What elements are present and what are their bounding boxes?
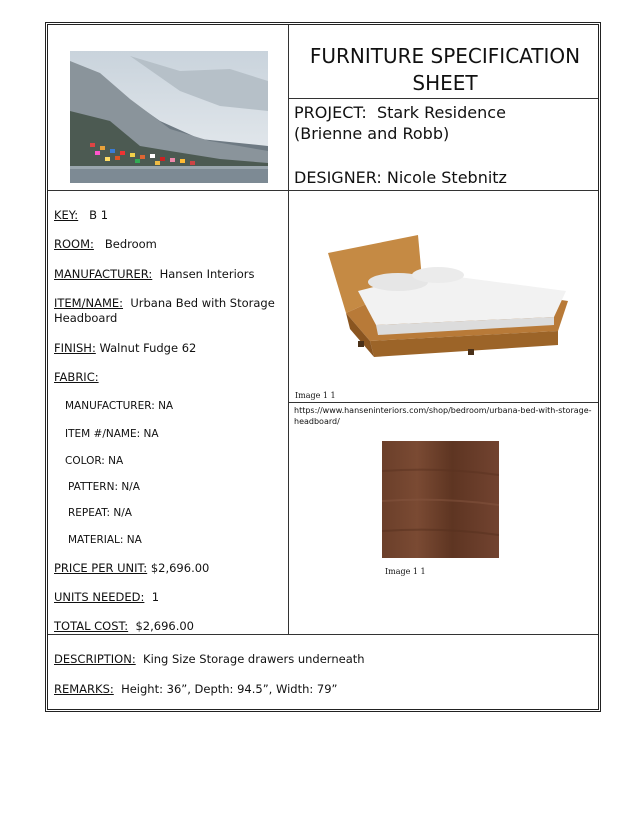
- spec-sheet: [45, 22, 601, 712]
- fabric-color: COLOR: NA: [65, 455, 124, 467]
- item-name-field: ITEM/NAME: Urbana Bed with Storage Headboard: [54, 296, 275, 325]
- fabric-material: MATERIAL: NA: [68, 534, 142, 546]
- image-caption-bed: Image 1 1: [295, 391, 336, 400]
- fabric-repeat: REPEAT: N/A: [68, 507, 132, 519]
- row-divider-footer: [48, 634, 598, 635]
- fabric-pattern: PATTERN: N/A: [68, 481, 140, 493]
- title-divider: [288, 98, 598, 99]
- description-field: DESCRIPTION: King Size Storage drawers underneath: [54, 652, 365, 666]
- sheet-title: FURNITURE SPECIFICATION SHEET: [309, 44, 581, 95]
- bed-photo: [318, 213, 578, 363]
- project-info: PROJECT: Stark Residence: [294, 103, 506, 122]
- room-field: ROOM: Bedroom: [54, 237, 157, 251]
- designer-info: DESIGNER: Nicole Stebnitz: [294, 168, 507, 187]
- total-field: TOTAL COST: $2,696.00: [54, 619, 194, 633]
- image-caption-swatch: Image 1 1: [385, 567, 426, 576]
- column-divider: [288, 25, 289, 634]
- walnut-finish-swatch: [382, 441, 499, 558]
- fabric-field: FABRIC:: [54, 370, 99, 384]
- landscape-photo: [70, 51, 268, 183]
- manufacturer-field: MANUFACTURER: Hansen Interiors: [54, 267, 255, 281]
- fabric-item-name: ITEM #/NAME: NA: [65, 428, 159, 440]
- key-field: KEY: B 1: [54, 208, 109, 222]
- units-field: UNITS NEEDED: 1: [54, 590, 160, 604]
- project-subtitle: (Brienne and Robb): [294, 124, 450, 143]
- image-divider: [288, 402, 598, 403]
- row-divider-header: [48, 190, 598, 191]
- remarks-field: REMARKS: Height: 36”, Depth: 94.5”, Width: 79”: [54, 682, 338, 696]
- finish-field: FINISH: Walnut Fudge 62: [54, 341, 197, 355]
- fabric-manufacturer: MANUFACTURER: NA: [65, 400, 174, 412]
- product-url[interactable]: https://www.hanseninteriors.com/shop/bedroom/urbana-bed-with-storage-headboard/: [294, 406, 592, 426]
- price-field: PRICE PER UNIT: $2,696.00: [54, 561, 210, 575]
